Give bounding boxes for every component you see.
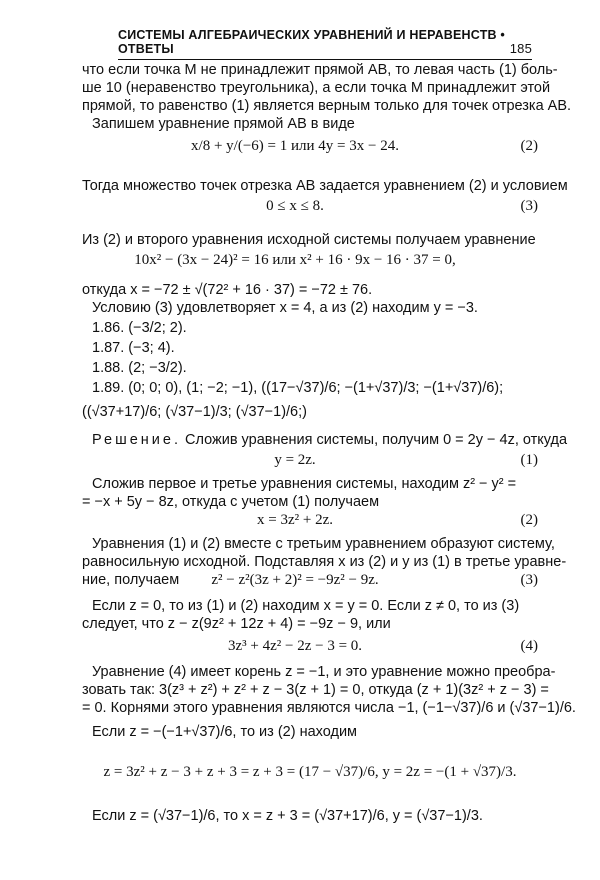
text-line: Если z = −(−1+√37)/6, то из (2) находим bbox=[92, 724, 358, 740]
equation-body: z = 3z² + z − 3 + z + 3 = z + 3 = (17 − √37)/6, y = 2z = −(1 + √37)/3. bbox=[103, 764, 517, 780]
equation-tag: (2) bbox=[520, 138, 538, 154]
text-line: что если точка M не принадлежит прямой AB, то левая часть (1) боль- bbox=[82, 62, 558, 78]
text-line: Запишем уравнение прямой AB в виде bbox=[92, 116, 355, 132]
answer-1-89-cont: ((√37+17)/6; (√37−1)/3; (√37−1)/6;) bbox=[82, 404, 307, 420]
equation-body: 10x² − (3x − 24)² = 16 или x² + 16 · 9x − 16 · 37 = 0, bbox=[134, 252, 456, 268]
answer-1-87: 1.87. (−3; 4). bbox=[92, 340, 175, 356]
text-line: Тогда множество точек отрезка AB задается уравнением (2) и условием bbox=[82, 178, 568, 194]
equation-tag: (3) bbox=[520, 572, 538, 588]
equation-body: x/8 + y/(−6) = 1 или 4y = 3x − 24. bbox=[191, 138, 399, 154]
answer-1-88: 1.88. (2; −3/2). bbox=[92, 360, 187, 376]
text-line: Уравнение (4) имеет корень z = −1, и это уравнение можно преобра- bbox=[92, 664, 556, 680]
text-line: Если z = (√37−1)/6, то x = z + 3 = (√37+17)/6, y = (√37−1)/3. bbox=[92, 808, 483, 824]
text-line: = 0. Корнями этого уравнения являются числа −1, (−1−√37)/6 и (√37−1)/6. bbox=[82, 700, 576, 716]
text-line: Если z = 0, то из (1) и (2) находим x = y = 0. Если z ≠ 0, то из (3) bbox=[92, 598, 520, 614]
equation-body: 0 ≤ x ≤ 8. bbox=[266, 198, 324, 214]
equation-body: z² − z²(3z + 2)² = −9z² − 9z. bbox=[211, 572, 379, 588]
equation-tag: (2) bbox=[520, 512, 538, 528]
header-title: СИСТЕМЫ АЛГЕБРАИЧЕСКИХ УРАВНЕНИЙ И НЕРАВЕНСТВ • ОТВЕТЫ bbox=[118, 28, 506, 56]
equation-tag: (1) bbox=[520, 452, 538, 468]
text-line: прямой, то равенство (1) является верным только для точек отрезка AB. bbox=[82, 98, 572, 114]
equation-tag: (4) bbox=[520, 638, 538, 654]
running-header bbox=[118, 28, 532, 60]
text-line: Уравнения (1) и (2) вместе с третьим уравнением образуют систему, bbox=[92, 536, 555, 552]
equation-body: x = 3z² + 2z. bbox=[257, 512, 333, 528]
text-line: Из (2) и второго уравнения исходной системы получаем уравнение bbox=[82, 232, 536, 248]
solution-line bbox=[92, 432, 568, 449]
text-line: ние, получаем bbox=[82, 572, 180, 588]
equation-tag: (3) bbox=[520, 198, 538, 214]
text-line: зовать так: 3(z³ + z²) + z² + z − 3(z + 1) = 0, откуда (z + 1)(3z² + z − 3) = bbox=[82, 682, 549, 698]
solution-heading: Решение. bbox=[92, 432, 181, 448]
answer-1-86: 1.86. (−3/2; 2). bbox=[92, 320, 187, 336]
page-number: 185 bbox=[509, 41, 532, 56]
text-line: ше 10 (неравенство треугольника), а если точка M принадлежит этой bbox=[82, 80, 551, 96]
text-line: Условию (3) удовлетворяет x = 4, а из (2) находим y = −3. bbox=[92, 300, 478, 316]
text-line: Сложив первое и третье уравнения системы, находим z² − y² = bbox=[92, 476, 517, 492]
text-line: = −x + 5y − 8z, откуда с учетом (1) получаем bbox=[82, 494, 380, 510]
text-line: следует, что z − z(9z² + 12z + 4) = −9z − 9, или bbox=[82, 616, 391, 632]
text-line: равносильную исходной. Подставляя x из (2) и y из (1) в третье уравне- bbox=[82, 554, 567, 570]
solution-text: Сложив уравнения системы, получим 0 = 2y − 4z, откуда bbox=[185, 432, 568, 448]
answer-1-89: 1.89. (0; 0; 0), (1; −2; −1), ((17−√37)/6; −(1+√37)/3; −(1+√37)/6); bbox=[92, 380, 504, 396]
equation-body: y = 2z. bbox=[274, 452, 316, 468]
equation-body: 3z³ + 4z² − 2z − 3 = 0. bbox=[227, 638, 363, 654]
text-line: откуда x = −72 ± √(72² + 16 · 37) = −72 ± 76. bbox=[82, 282, 373, 298]
